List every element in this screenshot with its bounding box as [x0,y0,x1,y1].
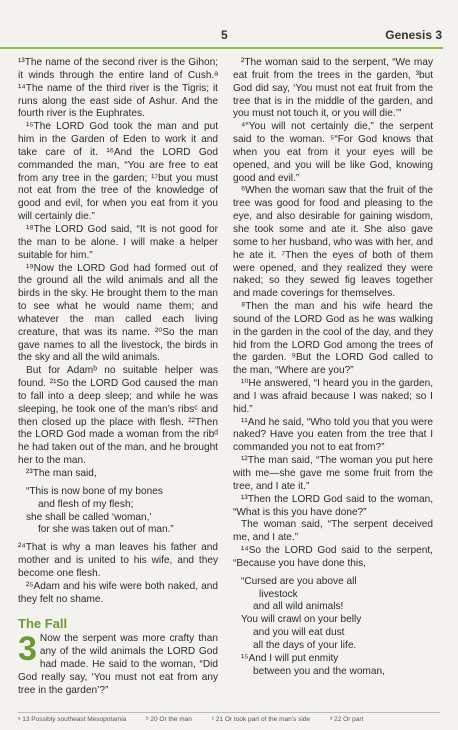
verse-paragraph: ¹³The name of the second river is the Gihon; it winds through the entire land of Cush.ᵃ ¹⁴The name of the third river is the Tigris; it runs along the east side of Ashur. And the fourth river is the Euphrates. [18,57,218,120]
verse-paragraph: ²The woman said to the serpent, “We may eat fruit from the trees in the garden, ³but God did say, ‘You must not eat fruit from the tree that is in the middle of the garden, and you must not touch it, or you will die.’” [233,57,433,120]
poem-line: between you and the woman, [253,665,385,677]
page-header [0,22,458,44]
verse-paragraph: ¹⁹Now the LORD God had formed out of the ground all the wild animals and all the birds in the sky. He brought them to the man to see what he would name them; and whatever the man called each living creature, that was its name. ²⁰So the man gave names to all the livestock, the birds in the sky and all the wild animals. [18,262,218,364]
verse-paragraph: ²⁵Adam and his wife were both naked, and they felt no shame. [18,580,218,605]
poem [18,486,218,537]
footnote-rule [18,712,440,713]
book-reference: Genesis 3 [385,28,442,42]
verse-paragraph: ¹⁵The LORD God took the man and put him in the Garden of Eden to work it and take care of it. ¹⁶And the LORD God commanded the man, “You are free to eat from any tree in the garden; ¹⁷but you must not eat from the tree of the knowledge of good and evil, for when you eat from it you will certainly die.” [18,121,218,223]
poem-line: all the days of your life. [253,639,357,651]
section-title: The Fall [18,616,68,632]
verse-paragraph: ⁶When the woman saw that the fruit of the tree was good for food and pleasing to the eye, and also desirable for gaining wisdom, she took some and ate it. She also gave some to her husband, who was with her, and he ate it. ⁷Then the eyes of both of them were opened, and they realized they were naked; so they sewed fig leaves together and made coverings for themselves. [233,185,433,300]
verse-paragraph: ⁸Then the man and his wife heard the sound of the LORD God as he was walking in the garden in the cool of the day, and they hid from the LORD God among the trees of the garden. ⁹But the LORD God called to the man, “Where are you?” [233,301,433,377]
footnotes [18,716,440,723]
poem-line: and all wild animals! [253,601,344,613]
verse-paragraph: ²⁴That is why a man leaves his father and mother and is united to his wife, and they become one flesh. [18,542,218,579]
poem-line: and flesh of my flesh; [38,498,134,510]
page-number: 5 [221,28,228,42]
verse-text: Now the serpent was more crafty than any of the wild animals the LORD God had made. He said to the woman, “Did God really say, ‘You must not eat from any tree in the garden’?” [18,633,218,696]
chapter-opening [18,630,218,697]
poem-line: and you will eat dust [253,627,345,639]
left-column [18,57,218,698]
footnote: ᵃ 13 Possibly southeast Mesopotamia [18,716,127,723]
footnote: ᵈ 22 Or part [329,716,364,723]
verse-paragraph: ¹⁸The LORD God said, “It is not good for the man to be alone. I will make a helper suitable for him.” [18,223,218,261]
poem-line: “This is now bone of my bones [26,485,163,497]
poem-line: livestock [259,588,298,600]
verse-paragraph: ¹⁰He answered, “I heard you in the garden, and I was afraid because I was naked; so I hid.” [233,378,433,415]
footnote: ᶜ 21 Or took part of the man’s side [211,716,311,723]
poem-line: “Cursed are you above all [241,575,357,587]
header-rule [0,47,443,49]
verse-paragraph: ¹²The man said, “The woman you put here with me—she gave me some fruit from the tree, and I ate it.” [233,455,433,492]
verse-paragraph: ¹¹And he said, “Who told you that you were naked? Have you eaten from the tree that I commanded you not to eat from?” [233,416,433,454]
poem-line: she shall be called ‘woman,’ [26,511,152,523]
verse-paragraph: ¹⁴So the LORD God said to the serpent, “Because you have done this, [233,545,433,569]
verse-paragraph: The woman said, “The serpent deceived me, and I ate.” [233,519,433,544]
verse-paragraph: But for Adamᵇ no suitable helper was found. ²¹So the LORD God caused the man to fall into a deep sleep; and while he was sleeping, he took one of the man’s ribsᶜ and then closed up the place with flesh. ²²Then the LORD God made a woman from the ribᵈ he had taken out of the man, and he brought her to the man. [18,365,218,467]
right-column [233,57,433,684]
poem-line: ¹⁵And I will put enmity [241,652,339,664]
footnote: ᵇ 20 Or the man [146,716,192,723]
verse-paragraph: ⁴“You will not certainly die,” the serpent said to the woman. ⁵“For God knows that when you eat from it your eyes will be opened, and you will be like God, knowing good and evil.” [233,121,433,184]
chapter-number-dropcap: 3 [18,630,37,669]
verse-paragraph: ¹³Then the LORD God said to the woman, “What is this you have done?” [233,493,433,518]
verse-paragraph: ²³The man said, [26,468,97,479]
poem-line: You will crawl on your belly [241,614,362,626]
poem-line: for she was taken out of man.” [38,524,174,536]
poem [233,576,433,679]
